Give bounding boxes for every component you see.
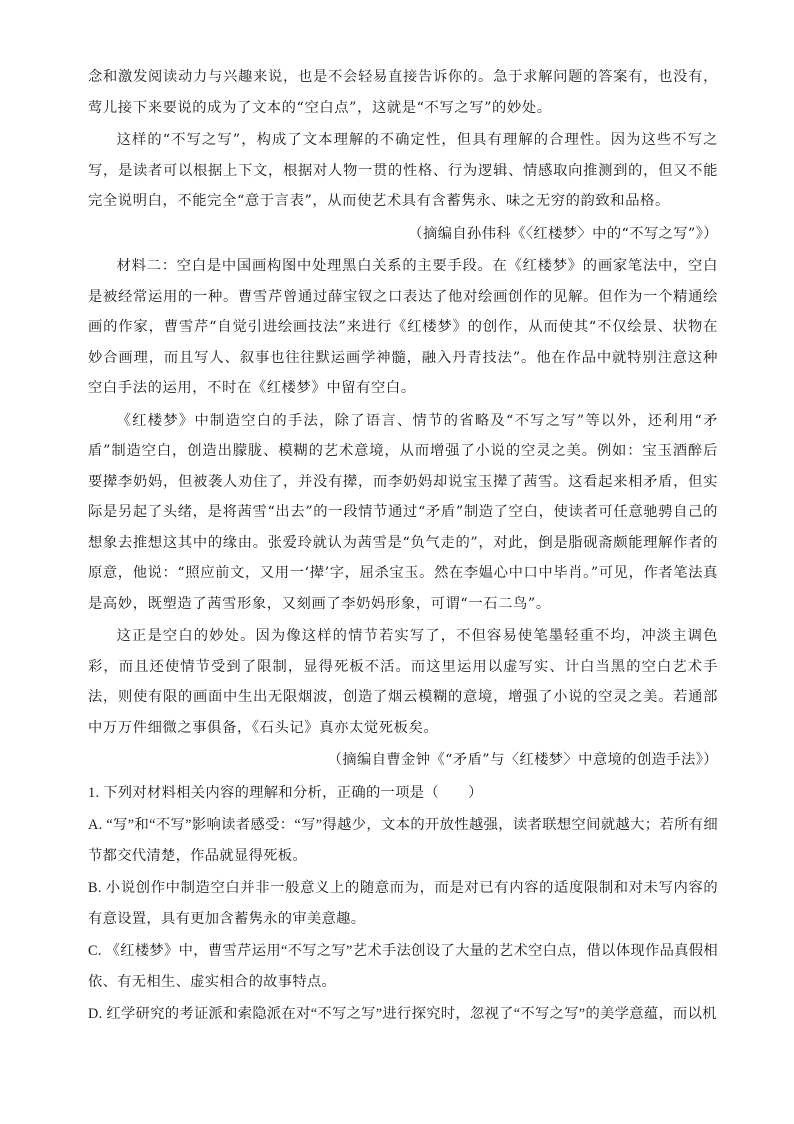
question-stem: 1. 下列对材料相关内容的理解和分析，正确的一项是（ ） (88, 784, 483, 801)
option-d: D. 红学研究的考证派和索隐派在对“不写之写”进行探究时，忽视了“不写之写”的美学意蕴，而以机 (88, 1006, 717, 1022)
paragraph-unwritten-writing: 这样的“不写之写”，构成了文本理解的不确定性，但具有理解的合理性。因为这些不写之写，是读者可以根据上下文，根据对人物一贯的性格、行为逻辑、情感取向推测到的，但又不能完全说明白，不能完全“意于言表”，从而使艺术具有含蓄隽永、味之无穷的韵致和品格。 (88, 132, 718, 209)
page-content (88, 62, 718, 1032)
source-citation-1: （摘编自孙伟科《〈红楼梦〉中的“不写之写”》） (408, 225, 718, 242)
paragraph-material-two: 材料二：空白是中国画构图中处理黑白关系的主要手段。在《红楼梦》的画家笔法中，空白是被经常运用的一种。曹雪芹曾通过薛宝钗之口表达了他对绘画创作的见解。但作为一个精通绘画的作家，曹雪芹“自觉引进绘画技法”来进行《红楼梦》的创作，从而使其“不仅绘景、状物在妙合画理，而且写人、叙事也往往默运画学神髓，融入丹青技法”。他在作品中就特别注意这种空白手法的运用，不时在《红楼梦》中留有空白。 (88, 258, 718, 396)
paragraph-contradiction-technique: 《红楼梦》中制造空白的手法，除了语言、情节的省略及“不写之写”等以外，还利用“矛盾”制造空白，创造出朦胧、模糊的艺术意境，从而增强了小说的空灵之美。例如：宝玉酒醉后要撵李奶妈，但被袭人劝住了，并没有撵，而李奶妈却说宝玉撵了茜雪。这看起来相矛盾，但实际是另起了头绪，是将茜雪“出去”的一段情节通过“矛盾”制造了空白，使读者可任意驰骋自己的想象去推想这其中的缘由。张爱玲就认为茜雪是“负气走的”，对此，倒是脂砚斋颇能理解作者的原意，他说：“照应前文，又用一‘撵’字，屈杀宝玉。然在李媪心中口中毕肖。”可见，作者笔法真是高妙，既塑造了茜雪形象，又刻画了李奶妈形象，可谓“一石二鸟”。 (88, 412, 718, 612)
source-citation-2: （摘编自曹金钟《“矛盾”与〈红楼梦〉中意境的创造手法》） (327, 752, 718, 768)
paragraph-continuation: 念和激发阅读动力与兴趣来说，也是不会轻易直接告诉你的。急于求解问题的答案有，也没有，莺儿接下来要说的成为了文本的“空白点”，这就是“不写之写”的妙处。 (88, 69, 718, 116)
question-1 (88, 778, 718, 1030)
paragraph-blank-effect: 这正是空白的妙处。因为像这样的情节若实写了，不但容易使笔墨轻重不均，冲淡主调色彩，而且还使情节受到了限制，显得死板不活。而这里运用以虚写实、计白当黑的空白艺术手法，则使有限的画面中生出无限烟波，创造了烟云模糊的意境，增强了小说的空灵之美。若通部中万万件细微之事俱备，《石头记》真亦太觉死板矣。 (88, 628, 718, 736)
option-c: C. 《红楼梦》中，曹雪芹运用“不写之写”艺术手法创设了大量的艺术空白点，借以体现作品真假相依、有无相生、虚实相合的故事特点。 (88, 943, 718, 990)
option-a: A. “写”和“不写”影响读者感受：“写”得越少，文本的开放性越强，读者联想空间就越大；若所有细节都交代清楚，作品就显得死板。 (88, 817, 718, 864)
option-b: B. 小说创作中制造空白并非一般意义上的随意而为，而是对已有内容的适度限制和对未写内容的有意设置，具有更加含蓄隽永的审美意趣。 (88, 880, 718, 927)
